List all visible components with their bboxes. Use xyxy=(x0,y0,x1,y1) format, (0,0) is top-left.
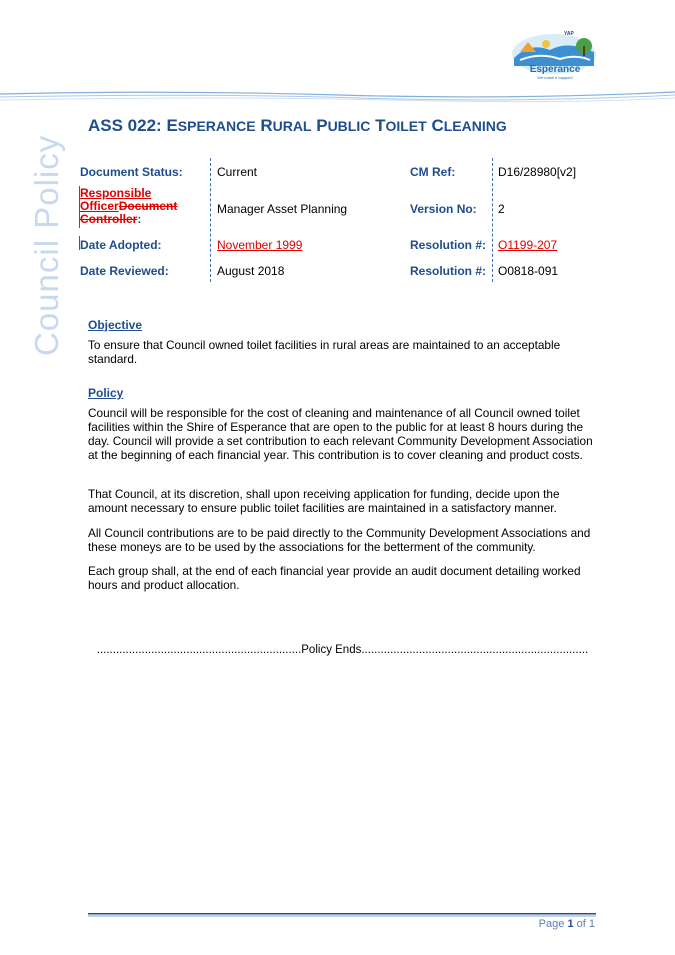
title-ublic: UBLIC xyxy=(327,118,371,134)
page-current: 1 xyxy=(567,918,574,930)
meta-divider-left xyxy=(210,158,211,282)
resolution-adopted-value: O1199-207 xyxy=(498,238,558,252)
page-number xyxy=(539,918,595,930)
resp-label-responsible: Responsible xyxy=(80,186,152,200)
date-reviewed-value: August 2018 xyxy=(217,264,285,278)
objective-heading: Objective xyxy=(88,318,143,332)
resp-label-officer: Officer xyxy=(80,199,119,213)
page-word: Page xyxy=(538,918,565,930)
date-adopted-value: November 1999 xyxy=(217,238,303,252)
page-total: 1 xyxy=(588,918,595,930)
title-ural: URAL xyxy=(272,118,312,134)
policy-paragraph-2: That Council, at its discretion, shall upon receiving application for funding, decide upon the amount necessary to ensure public toilet facilities are maintained in a satisfactory manner. xyxy=(88,487,560,515)
policy-heading: Policy xyxy=(88,386,124,400)
policy-paragraph-1: Council will be responsible for the cost of cleaning and maintenance of all Council owned toilet facilities within the Shire of Esperance that are open to the public for at least 8 hours during the day. Council will provide a set contribution to each relevant Community Development Association at the beginning of each financial year. This contribution is to cover cleaning and product costs. xyxy=(88,406,593,462)
title-sperance: SPERANCE xyxy=(177,118,256,134)
logo-tagline: We make it happen! xyxy=(537,75,573,80)
cm-ref-value: D16/28980[v2] xyxy=(498,165,577,179)
header-wave-lines xyxy=(0,86,675,106)
resp-label-colon: : xyxy=(137,212,142,226)
page-title xyxy=(88,116,507,136)
title-p: P xyxy=(316,116,328,135)
logo-badge: YAP xyxy=(564,31,574,37)
title-e: E xyxy=(166,116,178,135)
title-leaning: LEANING xyxy=(443,118,507,134)
page-of: of xyxy=(576,918,586,930)
footer-rule xyxy=(88,913,596,917)
title-code: ASS 022: xyxy=(88,116,162,135)
resolution-reviewed-value: O0818-091 xyxy=(498,264,559,278)
version-label: Version No: xyxy=(410,202,477,216)
policy-paragraph-3: All Council contributions are to be paid directly to the Community Development Associations and these moneys are to be used by the associations for the betterment of the community. xyxy=(88,526,591,554)
title-oilet: OILET xyxy=(385,118,427,134)
cm-ref-label: CM Ref: xyxy=(410,165,456,179)
ends-dots-left: ................................................................ xyxy=(96,644,302,656)
ends-dots-right: ....................................................................... xyxy=(361,644,589,656)
resp-label-document: Document xyxy=(118,199,178,213)
policy-paragraph-4: Each group shall, at the end of each financial year provide an audit document detailing worked hours and product allocation. xyxy=(88,564,581,592)
responsible-label xyxy=(80,187,208,226)
date-adopted-label: Date Adopted: xyxy=(80,238,162,252)
title-r: R xyxy=(260,116,273,135)
resolution-adopted-label: Resolution #: xyxy=(410,238,487,252)
doc-status-value: Current xyxy=(217,165,258,179)
objective-text: To ensure that Council owned toilet facilities in rural areas are maintained to an acceptable standard. xyxy=(88,338,561,366)
sidebar-council-policy: Council Policy xyxy=(28,134,65,356)
meta-divider-right xyxy=(492,158,493,282)
title-t: T xyxy=(375,116,386,135)
resolution-reviewed-label: Resolution #: xyxy=(410,264,487,278)
date-reviewed-label: Date Reviewed: xyxy=(80,264,169,278)
ends-text: Policy Ends xyxy=(301,644,362,656)
responsible-value: Manager Asset Planning xyxy=(217,202,348,216)
version-value: 2 xyxy=(498,202,505,216)
policy-ends-line xyxy=(90,644,595,656)
resp-label-controller: Controller xyxy=(80,212,138,226)
doc-status-label: Document Status: xyxy=(80,165,183,179)
logo-name: Esperance xyxy=(529,64,581,75)
title-c: C xyxy=(431,116,444,135)
